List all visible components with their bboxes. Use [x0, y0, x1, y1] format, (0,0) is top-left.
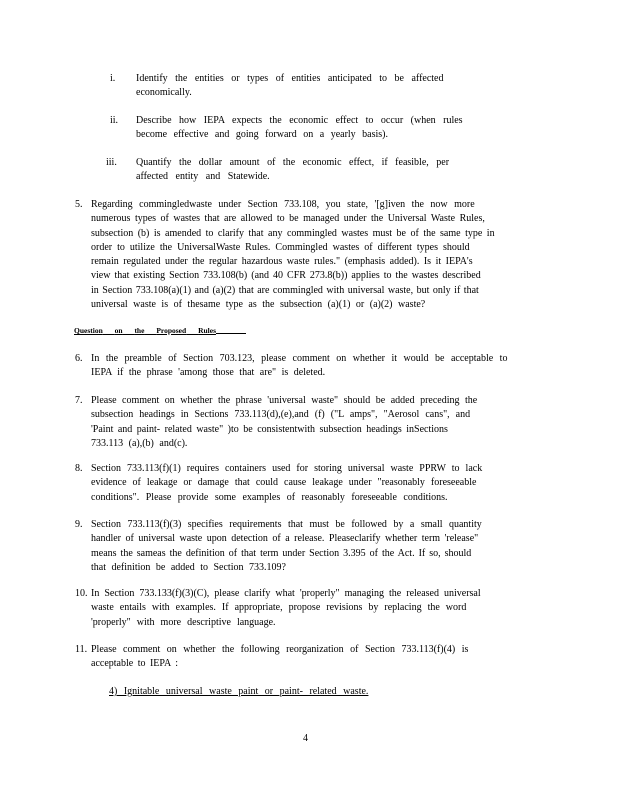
question-number-6: 6.	[75, 353, 83, 364]
section-heading: Question on the Proposed Rules	[74, 325, 246, 337]
question-number-7: 7.	[75, 395, 83, 406]
list-item-iii: Quantify the dollar amount of the economic effect, if feasible, per affected entity and Statewide.	[136, 157, 450, 183]
list-item-ii: Describe how IEPA expects the economic effect to occur (when rules become effective and going forward on a yearly basis).	[136, 115, 463, 141]
list-marker-ii: ii.	[110, 115, 119, 126]
list-item-i: Identify the entities or types of entities anticipated to be affected economically.	[136, 73, 444, 99]
question-6-text: In the preamble of Section 703.123, please comment on whether it would be acceptable to IEPA if the phrase 'among those that are" is deleted.	[91, 353, 508, 379]
question-number-8: 8.	[75, 463, 83, 474]
question-number-9: 9.	[75, 519, 83, 530]
reorganization-sub-item: 4) Ignitable universal waste paint or paint- related waste.	[109, 686, 369, 697]
question-number-11: 11.	[75, 644, 88, 655]
question-number-5: 5.	[75, 199, 83, 210]
question-5-text: Regarding commingledwaste under Section 733.108, you state, '[g]iven the now more numerous types of wastes that are allowed to be managed under the Universal Waste Rules, subsection (b) is amended to clarify that any commingled wastes must be of the same type in order to utilize the UniversalWaste Rules. Commingled wastes of different types should remain regulated under the regular hazardous waste rules." (emphasis added). Is it IEPA's view that existing Section 733.108(b) (and 40 CFR 273.8(b)) applies to the wastes described in Section 733.108(a)(1) and (a)(2) that are commingled with universal waste, but only if that universal waste is of thesame type as the subsection (a)(1) or (a)(2) waste?	[91, 199, 495, 311]
heading-rule	[216, 333, 246, 334]
question-11-text: Please comment on whether the following reorganization of Section 733.113(f)(4) is acceptable to IEPA :	[91, 644, 469, 670]
list-marker-i: i.	[110, 73, 116, 84]
list-marker-iii: iii.	[106, 157, 117, 168]
question-7-text: Please comment on whether the phrase 'universal waste" should be added preceding the subsection headings in Sections 733.113(d),(e),and (f) ("L amps", "Aerosol cans", and 'Paint and paint- related waste" )to be consistentwith subsection headings inSections 733.113 (a),(b) and(c).	[91, 395, 478, 449]
question-8-text: Section 733.113(f)(1) requires containers used for storing universal waste PPRW to lack evidence of leakage or damage that could cause leakage under "reasonably foreseeable conditions". Please provide some examples of reasonably foreseeable conditions.	[91, 463, 483, 503]
question-9-text: Section 733.113(f)(3) specifies requirements that must be followed by a small quantity handler of universal waste upon detection of a release. Pleaseclarify whether term 'release" means the sameas the definition of that term under Section 3.395 of the Act. If so, should that definition be added to Section 733.109?	[91, 519, 482, 573]
question-10-text: In Section 733.133(f)(3)(C), please clarify what 'properly" managing the released universal waste entails with examples. If appropriate, propose revisions by replacing the word 'properly" with more descriptive language.	[91, 588, 481, 628]
page-number: 4	[303, 733, 308, 744]
question-number-10: 10.	[75, 588, 88, 599]
